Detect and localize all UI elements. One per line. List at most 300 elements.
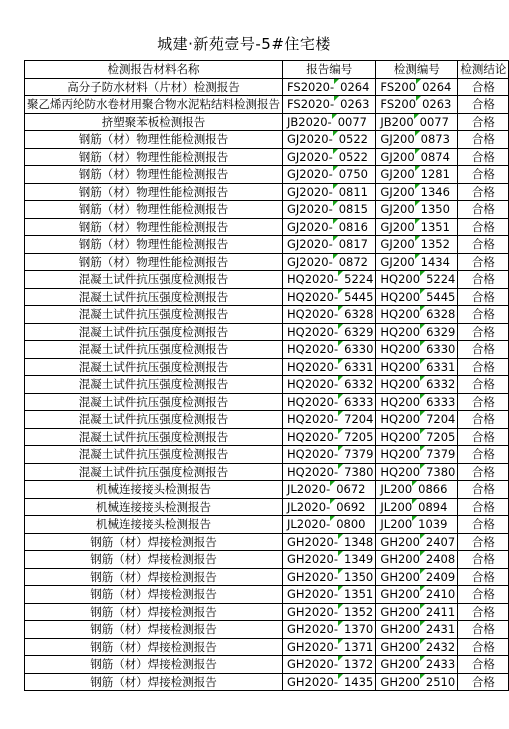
conclusion-cell: 合格 <box>458 446 509 464</box>
report-number-prefix: GJ2020- <box>287 132 333 147</box>
green-corner-marker-icon <box>338 551 343 556</box>
report-number-cell <box>283 78 376 96</box>
test-number-value: 1346 <box>420 184 450 199</box>
green-corner-marker-icon <box>420 429 425 434</box>
table-row <box>25 603 509 621</box>
conclusion-cell: 合格 <box>458 341 509 359</box>
test-number-cell <box>376 638 458 656</box>
green-corner-marker-icon <box>415 131 420 136</box>
material-name-cell: 钢筋（材）焊接检测报告 <box>25 568 283 586</box>
report-number-prefix: GH2020- <box>287 674 338 689</box>
green-corner-marker-icon <box>338 289 343 294</box>
green-corner-marker-icon <box>420 674 425 679</box>
report-number-cell <box>283 393 376 411</box>
conclusion-cell: 合格 <box>458 183 509 201</box>
conclusion-cell: 合格 <box>458 306 509 324</box>
test-number-value: 1281 <box>420 167 450 182</box>
report-number-prefix: FS2020- <box>287 79 335 94</box>
green-corner-marker-icon <box>420 446 425 451</box>
test-number-prefix: HQ200 <box>380 412 421 427</box>
report-number-prefix: JL2020- <box>287 482 331 497</box>
page-title: 城建·新苑壹号-5#住宅楼 <box>157 35 331 53</box>
test-number-prefix: GH200 <box>380 639 420 654</box>
green-corner-marker-icon <box>415 149 420 154</box>
test-number-cell <box>376 621 458 639</box>
material-name-cell: 钢筋（材）物理性能检测报告 <box>25 201 283 219</box>
material-name-cell: 混凝土试件抗压强度检测报告 <box>25 271 283 289</box>
report-number-cell <box>283 656 376 674</box>
material-name-cell: 混凝土试件抗压强度检测报告 <box>25 428 283 446</box>
green-corner-marker-icon <box>338 359 343 364</box>
test-number-value: 2408 <box>425 552 456 567</box>
conclusion-cell: 合格 <box>458 78 509 96</box>
green-corner-marker-icon <box>420 621 425 626</box>
test-number-value: 1434 <box>420 254 450 269</box>
green-corner-marker-icon <box>338 639 343 644</box>
green-corner-marker-icon <box>333 236 338 241</box>
green-corner-marker-icon <box>420 551 425 556</box>
test-number-cell <box>376 306 458 324</box>
report-number-cell <box>283 551 376 569</box>
test-number-cell <box>376 516 458 534</box>
green-corner-marker-icon <box>420 341 425 346</box>
report-number-value: 1435 <box>343 674 374 689</box>
report-number-cell <box>283 376 376 394</box>
green-corner-marker-icon <box>338 569 343 574</box>
report-number-cell <box>283 271 376 289</box>
report-number-prefix: GH2020- <box>287 604 338 619</box>
table-row <box>25 498 509 516</box>
material-name-cell: 钢筋（材）焊接检测报告 <box>25 656 283 674</box>
report-number-cell <box>283 358 376 376</box>
test-number-value: 7204 <box>426 412 456 427</box>
green-corner-marker-icon <box>338 429 343 434</box>
table-header-row <box>25 61 509 79</box>
green-corner-marker-icon <box>338 324 343 329</box>
test-number-value: 1039 <box>418 517 448 532</box>
table-row <box>25 516 509 534</box>
test-number-prefix: GJ200 <box>380 219 415 234</box>
conclusion-cell: 合格 <box>458 253 509 271</box>
report-number-prefix: GJ2020- <box>287 219 333 234</box>
report-number-value: 0800 <box>336 517 366 532</box>
green-corner-marker-icon <box>420 306 425 311</box>
report-number-prefix: FS2020- <box>287 97 335 112</box>
test-number-value: 2407 <box>425 534 456 549</box>
report-number-value: 1351 <box>343 587 374 602</box>
report-number-cell <box>283 341 376 359</box>
table-row <box>25 621 509 639</box>
report-number-value: 0811 <box>338 184 369 199</box>
report-number-cell <box>283 253 376 271</box>
conclusion-cell: 合格 <box>458 603 509 621</box>
report-number-cell <box>283 463 376 481</box>
material-name-cell: 钢筋（材）物理性能检测报告 <box>25 236 283 254</box>
table-row <box>25 113 509 131</box>
conclusion-cell: 合格 <box>458 271 509 289</box>
green-corner-marker-icon <box>420 289 425 294</box>
report-number-value: 0817 <box>338 237 369 252</box>
report-number-cell <box>283 288 376 306</box>
material-name-cell: 混凝土试件抗压强度检测报告 <box>25 393 283 411</box>
report-number-prefix: GH2020- <box>287 569 338 584</box>
test-number-prefix: FS200 <box>380 79 417 94</box>
green-corner-marker-icon <box>338 376 343 381</box>
header-test-number: 检测编号 <box>376 61 458 79</box>
green-corner-marker-icon <box>338 604 343 609</box>
report-number-prefix: GH2020- <box>287 622 338 637</box>
test-number-cell <box>376 131 458 149</box>
test-number-cell <box>376 253 458 271</box>
report-number-value: 0672 <box>336 482 366 497</box>
report-number-value: 1371 <box>343 639 374 654</box>
report-number-prefix: GJ2020- <box>287 167 333 182</box>
material-name-cell: 混凝土试件抗压强度检测报告 <box>25 323 283 341</box>
green-corner-marker-icon <box>338 411 343 416</box>
table-row <box>25 568 509 586</box>
test-number-value: 1351 <box>420 219 450 234</box>
green-corner-marker-icon <box>338 586 343 591</box>
report-table <box>24 60 509 691</box>
test-number-prefix: HQ200 <box>380 307 421 322</box>
table-row <box>25 236 509 254</box>
test-number-value: 7380 <box>426 464 456 479</box>
test-number-prefix: HQ200 <box>380 377 421 392</box>
table-row <box>25 393 509 411</box>
report-number-value: 0263 <box>340 97 370 112</box>
green-corner-marker-icon <box>414 114 419 119</box>
test-number-prefix: GJ200 <box>380 149 415 164</box>
conclusion-cell: 合格 <box>458 586 509 604</box>
material-name-cell: 钢筋（材）焊接检测报告 <box>25 551 283 569</box>
green-corner-marker-icon <box>333 254 338 259</box>
report-number-prefix: GH2020- <box>287 552 338 567</box>
material-name-cell: 混凝土试件抗压强度检测报告 <box>25 463 283 481</box>
header-material-name: 检测报告材料名称 <box>25 61 283 79</box>
test-number-cell <box>376 533 458 551</box>
report-number-value: 5445 <box>344 289 374 304</box>
report-number-cell <box>283 323 376 341</box>
test-number-prefix: FS200 <box>380 97 417 112</box>
report-number-value: 1348 <box>343 534 374 549</box>
test-number-prefix: JL200 <box>380 482 413 497</box>
table-row <box>25 78 509 96</box>
test-number-value: 6328 <box>426 307 456 322</box>
test-number-cell <box>376 568 458 586</box>
table-row <box>25 463 509 481</box>
table-row <box>25 201 509 219</box>
test-number-prefix: GJ200 <box>380 202 415 217</box>
report-number-cell <box>283 148 376 166</box>
table-row <box>25 183 509 201</box>
test-number-value: 6330 <box>426 342 456 357</box>
test-number-cell <box>376 481 458 499</box>
report-number-prefix: HQ2020- <box>287 272 339 287</box>
green-corner-marker-icon <box>338 464 343 469</box>
green-corner-marker-icon <box>330 481 335 486</box>
report-number-cell <box>283 516 376 534</box>
report-number-prefix: HQ2020- <box>287 359 339 374</box>
material-name-cell: 混凝土试件抗压强度检测报告 <box>25 376 283 394</box>
report-number-value: 6332 <box>344 377 374 392</box>
report-number-value: 7380 <box>344 464 374 479</box>
table-row <box>25 341 509 359</box>
table-row <box>25 586 509 604</box>
material-name-cell: 挤塑聚苯板检测报告 <box>25 113 283 131</box>
green-corner-marker-icon <box>338 446 343 451</box>
material-name-cell: 钢筋（材）物理性能检测报告 <box>25 148 283 166</box>
green-corner-marker-icon <box>334 96 339 101</box>
report-number-value: 0815 <box>338 202 369 217</box>
table-row <box>25 411 509 429</box>
green-corner-marker-icon <box>338 656 343 661</box>
material-name-cell: 混凝土试件抗压强度检测报告 <box>25 306 283 324</box>
green-corner-marker-icon <box>420 604 425 609</box>
test-number-value: 5224 <box>426 272 456 287</box>
conclusion-cell: 合格 <box>458 218 509 236</box>
conclusion-cell: 合格 <box>458 428 509 446</box>
green-corner-marker-icon <box>420 271 425 276</box>
conclusion-cell: 合格 <box>458 498 509 516</box>
conclusion-cell: 合格 <box>458 96 509 114</box>
test-number-cell <box>376 288 458 306</box>
report-number-prefix: GJ2020- <box>287 237 333 252</box>
report-number-value: 0522 <box>338 149 369 164</box>
test-number-prefix: HQ200 <box>380 359 421 374</box>
conclusion-cell: 合格 <box>458 323 509 341</box>
report-number-prefix: JL2020- <box>287 517 331 532</box>
material-name-cell: 混凝土试件抗压强度检测报告 <box>25 288 283 306</box>
green-corner-marker-icon <box>338 394 343 399</box>
test-number-cell <box>376 78 458 96</box>
test-number-cell <box>376 271 458 289</box>
report-number-cell <box>283 218 376 236</box>
report-number-value: 1352 <box>343 604 374 619</box>
report-number-prefix: HQ2020- <box>287 307 339 322</box>
green-corner-marker-icon <box>420 464 425 469</box>
report-number-cell <box>283 621 376 639</box>
green-corner-marker-icon <box>420 569 425 574</box>
green-corner-marker-icon <box>416 96 421 101</box>
report-number-cell <box>283 603 376 621</box>
report-number-cell <box>283 183 376 201</box>
report-number-prefix: HQ2020- <box>287 394 339 409</box>
material-name-cell: 混凝土试件抗压强度检测报告 <box>25 341 283 359</box>
green-corner-marker-icon <box>333 201 338 206</box>
test-number-cell <box>376 446 458 464</box>
test-number-value: 0874 <box>420 149 450 164</box>
report-number-value: 6329 <box>344 324 374 339</box>
test-number-cell <box>376 498 458 516</box>
report-number-prefix: GH2020- <box>287 534 338 549</box>
test-number-cell <box>376 463 458 481</box>
report-number-prefix: GJ2020- <box>287 202 333 217</box>
green-corner-marker-icon <box>420 639 425 644</box>
test-number-value: 6332 <box>426 377 456 392</box>
table-row <box>25 323 509 341</box>
table-row <box>25 148 509 166</box>
test-number-prefix: JB200 <box>380 114 414 129</box>
table-row <box>25 358 509 376</box>
green-corner-marker-icon <box>333 166 338 171</box>
table-row <box>25 288 509 306</box>
table-row <box>25 271 509 289</box>
test-number-value: 0873 <box>420 132 450 147</box>
green-corner-marker-icon <box>412 481 417 486</box>
report-number-cell <box>283 428 376 446</box>
report-number-cell <box>283 586 376 604</box>
report-number-cell <box>283 673 376 691</box>
test-number-value: 2431 <box>425 622 456 637</box>
report-number-value: 0692 <box>336 499 366 514</box>
material-name-cell: 钢筋（材）物理性能检测报告 <box>25 218 283 236</box>
report-number-value: 0872 <box>338 254 369 269</box>
report-number-cell <box>283 96 376 114</box>
table-row <box>25 428 509 446</box>
test-number-prefix: HQ200 <box>380 272 421 287</box>
test-number-prefix: JL200 <box>380 517 413 532</box>
report-number-cell <box>283 411 376 429</box>
report-number-cell <box>283 166 376 184</box>
test-number-value: 0264 <box>422 79 452 94</box>
test-number-prefix: HQ200 <box>380 394 421 409</box>
table-row <box>25 638 509 656</box>
test-number-value: 2411 <box>425 604 456 619</box>
test-number-cell <box>376 586 458 604</box>
material-name-cell: 混凝土试件抗压强度检测报告 <box>25 358 283 376</box>
test-number-cell <box>376 148 458 166</box>
material-name-cell: 钢筋（材）物理性能检测报告 <box>25 166 283 184</box>
conclusion-cell: 合格 <box>458 201 509 219</box>
test-number-cell <box>376 358 458 376</box>
report-number-cell <box>283 498 376 516</box>
test-number-prefix: GJ200 <box>380 184 415 199</box>
table-row <box>25 481 509 499</box>
conclusion-cell: 合格 <box>458 463 509 481</box>
green-corner-marker-icon <box>420 359 425 364</box>
report-number-prefix: GH2020- <box>287 657 338 672</box>
conclusion-cell: 合格 <box>458 411 509 429</box>
test-number-prefix: GH200 <box>380 587 420 602</box>
conclusion-cell: 合格 <box>458 236 509 254</box>
report-number-cell <box>283 446 376 464</box>
report-number-prefix: GH2020- <box>287 587 338 602</box>
test-number-cell <box>376 376 458 394</box>
test-number-value: 7379 <box>426 447 456 462</box>
green-corner-marker-icon <box>338 341 343 346</box>
report-number-cell <box>283 201 376 219</box>
green-corner-marker-icon <box>420 411 425 416</box>
test-number-cell <box>376 218 458 236</box>
table-row <box>25 131 509 149</box>
report-number-value: 1370 <box>343 622 374 637</box>
green-corner-marker-icon <box>330 499 335 504</box>
conclusion-cell: 合格 <box>458 288 509 306</box>
report-number-prefix: HQ2020- <box>287 412 339 427</box>
table-row <box>25 306 509 324</box>
report-number-prefix: HQ2020- <box>287 447 339 462</box>
green-corner-marker-icon <box>415 201 420 206</box>
conclusion-cell: 合格 <box>458 376 509 394</box>
table-row <box>25 218 509 236</box>
test-number-value: 0263 <box>422 97 452 112</box>
conclusion-cell: 合格 <box>458 533 509 551</box>
conclusion-cell: 合格 <box>458 113 509 131</box>
test-number-value: 1352 <box>420 237 450 252</box>
green-corner-marker-icon <box>415 236 420 241</box>
conclusion-cell: 合格 <box>458 568 509 586</box>
report-number-value: 6331 <box>344 359 374 374</box>
test-number-prefix: HQ200 <box>380 342 421 357</box>
material-name-cell: 钢筋（材）物理性能检测报告 <box>25 183 283 201</box>
test-number-cell <box>376 113 458 131</box>
test-number-cell <box>376 323 458 341</box>
material-name-cell: 混凝土试件抗压强度检测报告 <box>25 411 283 429</box>
test-number-cell <box>376 236 458 254</box>
report-number-cell <box>283 533 376 551</box>
conclusion-cell: 合格 <box>458 673 509 691</box>
test-number-cell <box>376 341 458 359</box>
material-name-cell: 钢筋（材）焊接检测报告 <box>25 621 283 639</box>
test-number-cell <box>376 603 458 621</box>
material-name-cell: 钢筋（材）物理性能检测报告 <box>25 131 283 149</box>
green-corner-marker-icon <box>416 79 421 84</box>
test-number-value: 7205 <box>426 429 456 444</box>
test-number-prefix: HQ200 <box>380 324 421 339</box>
material-name-cell: 机械连接接头检测报告 <box>25 516 283 534</box>
test-number-value: 0894 <box>418 499 448 514</box>
report-number-value: 5224 <box>344 272 374 287</box>
conclusion-cell: 合格 <box>458 656 509 674</box>
header-conclusion: 检测结论 <box>458 61 509 79</box>
conclusion-cell: 合格 <box>458 358 509 376</box>
report-number-prefix: GJ2020- <box>287 254 333 269</box>
report-number-value: 1350 <box>343 569 374 584</box>
report-number-prefix: JL2020- <box>287 499 331 514</box>
test-number-cell <box>376 393 458 411</box>
report-number-value: 6333 <box>344 394 374 409</box>
material-name-cell: 聚乙烯丙纶防水卷材用聚合物水泥粘结料检测报告 <box>25 96 283 114</box>
report-number-prefix: JB2020- <box>287 114 332 129</box>
test-number-value: 2432 <box>425 639 456 654</box>
report-number-value: 6330 <box>344 342 374 357</box>
table-row <box>25 656 509 674</box>
test-number-prefix: GJ200 <box>380 167 415 182</box>
test-number-value: 6333 <box>426 394 456 409</box>
test-number-prefix: GH200 <box>380 622 420 637</box>
report-number-cell <box>283 481 376 499</box>
green-corner-marker-icon <box>333 184 338 189</box>
test-number-value: 6331 <box>426 359 456 374</box>
green-corner-marker-icon <box>415 219 420 224</box>
material-name-cell: 钢筋（材）焊接检测报告 <box>25 533 283 551</box>
test-number-prefix: GH200 <box>380 569 420 584</box>
green-corner-marker-icon <box>415 254 420 259</box>
report-number-cell <box>283 306 376 324</box>
green-corner-marker-icon <box>412 499 417 504</box>
report-number-cell <box>283 113 376 131</box>
material-name-cell: 钢筋（材）焊接检测报告 <box>25 586 283 604</box>
green-corner-marker-icon <box>338 621 343 626</box>
report-number-value: 0077 <box>337 114 367 129</box>
test-number-cell <box>376 551 458 569</box>
green-corner-marker-icon <box>338 306 343 311</box>
test-number-prefix: GH200 <box>380 534 420 549</box>
green-corner-marker-icon <box>420 394 425 399</box>
test-number-cell <box>376 673 458 691</box>
material-name-cell: 钢筋（材）焊接检测报告 <box>25 673 283 691</box>
test-number-value: 6329 <box>426 324 456 339</box>
